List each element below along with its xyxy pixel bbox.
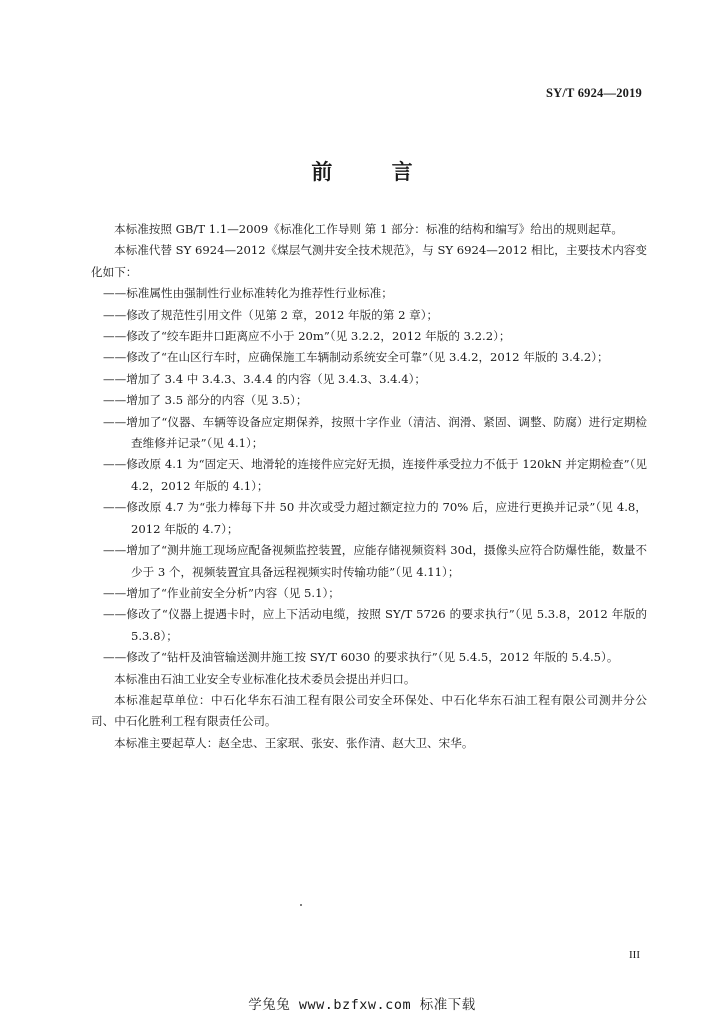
change-item: ——修改了“仪器上提遇卡时，应上下活动电缆，按照 SY/T 5726 的要求执行”（见 5.3.8，2012 年版的 5.3.8）； [103, 607, 647, 643]
change-item: ——增加了“仪器、车辆等设备应定期保养，按照十字作业（清洁、润滑、紧固、调整、防腐）进行定期检查维修并记录”（见 4.1）； [103, 414, 647, 451]
change-item: ——修改原 4.1 为“固定天、地滑轮的连接件应完好无损，连接件承受拉力不低于 120kN 并定期检查”（见 4.2，2012 年版的 4.1）； [103, 457, 647, 493]
change-item: ——修改了“绞车距井口距离应不小于 20m”（见 3.2.2，2012 年版的 3.2.2）； [103, 329, 511, 344]
change-item: ——增加了 3.4 中 3.4.3、3.4.4 的内容（见 3.4.3、3.4.4）； [103, 371, 426, 386]
closing-paragraph: 本标准由石油工业安全专业标准化技术委员会提出并归口。 [114, 671, 416, 686]
closing-paragraph: 本标准主要起草人：赵全忠、王家珉、张安、张作清、赵大卫、宋华。 [114, 735, 474, 750]
page-title: 前 言 [311, 160, 439, 184]
change-item: ——修改原 4.7 为“张力棒每下井 50 井次或受力超过额定拉力的 70% 后，应进行更换并记录”（见 4.8，2012 年版的 4.7）； [103, 500, 647, 536]
change-item: ——增加了“作业前安全分析”内容（见 5.1）； [103, 585, 340, 600]
scan-speck [300, 904, 302, 906]
intro-paragraph: 本标准代替 SY 6924—2012《煤层气测井安全技术规范》，与 SY 6924—2012 相比，主要技术内容变化如下： [91, 243, 647, 279]
change-item: ——增加了 3.5 部分的内容（见 3.5）； [103, 393, 308, 408]
change-item: ——修改了规范性引用文件（见第 2 章，2012 年版的第 2 章）； [103, 307, 439, 322]
watermark-footer: 学兔兔 www.bzfxw.com 标准下载 [248, 997, 476, 1013]
change-item: ——修改了“钻杆及油管输送测井施工按 SY/T 6030 的要求执行”（见 5.4.5，2012 年版的 5.4.5）。 [103, 650, 619, 665]
standard-number: SY/T 6924—2019 [546, 86, 642, 100]
page-number: III [629, 949, 640, 961]
intro-paragraph: 本标准按照 GB/T 1.1—2009《标准化工作导则 第 1 部分：标准的结构和编写》给出的规则起草。 [114, 222, 623, 236]
closing-paragraph: 本标准起草单位：中石化华东石油工程有限公司安全环保处、中石化华东石油工程有限公司测井分公司、中石化胜利工程有限责任公司。 [91, 692, 647, 729]
change-item: ——修改了“在山区行车时，应确保施工车辆制动系统安全可靠”（见 3.4.2，2012 年版的 3.4.2）； [103, 350, 609, 365]
document-body [91, 219, 647, 754]
change-item: ——标准属性由强制性行业标准转化为推荐性行业标准； [103, 286, 393, 301]
change-item: ——增加了“测井施工现场应配备视频监控装置，应能存储视频资料 30d，摄像头应符合防爆性能，数量不少于 3 个，视频装置宜具备远程视频实时传输功能”（见 4.11）； [103, 543, 647, 579]
